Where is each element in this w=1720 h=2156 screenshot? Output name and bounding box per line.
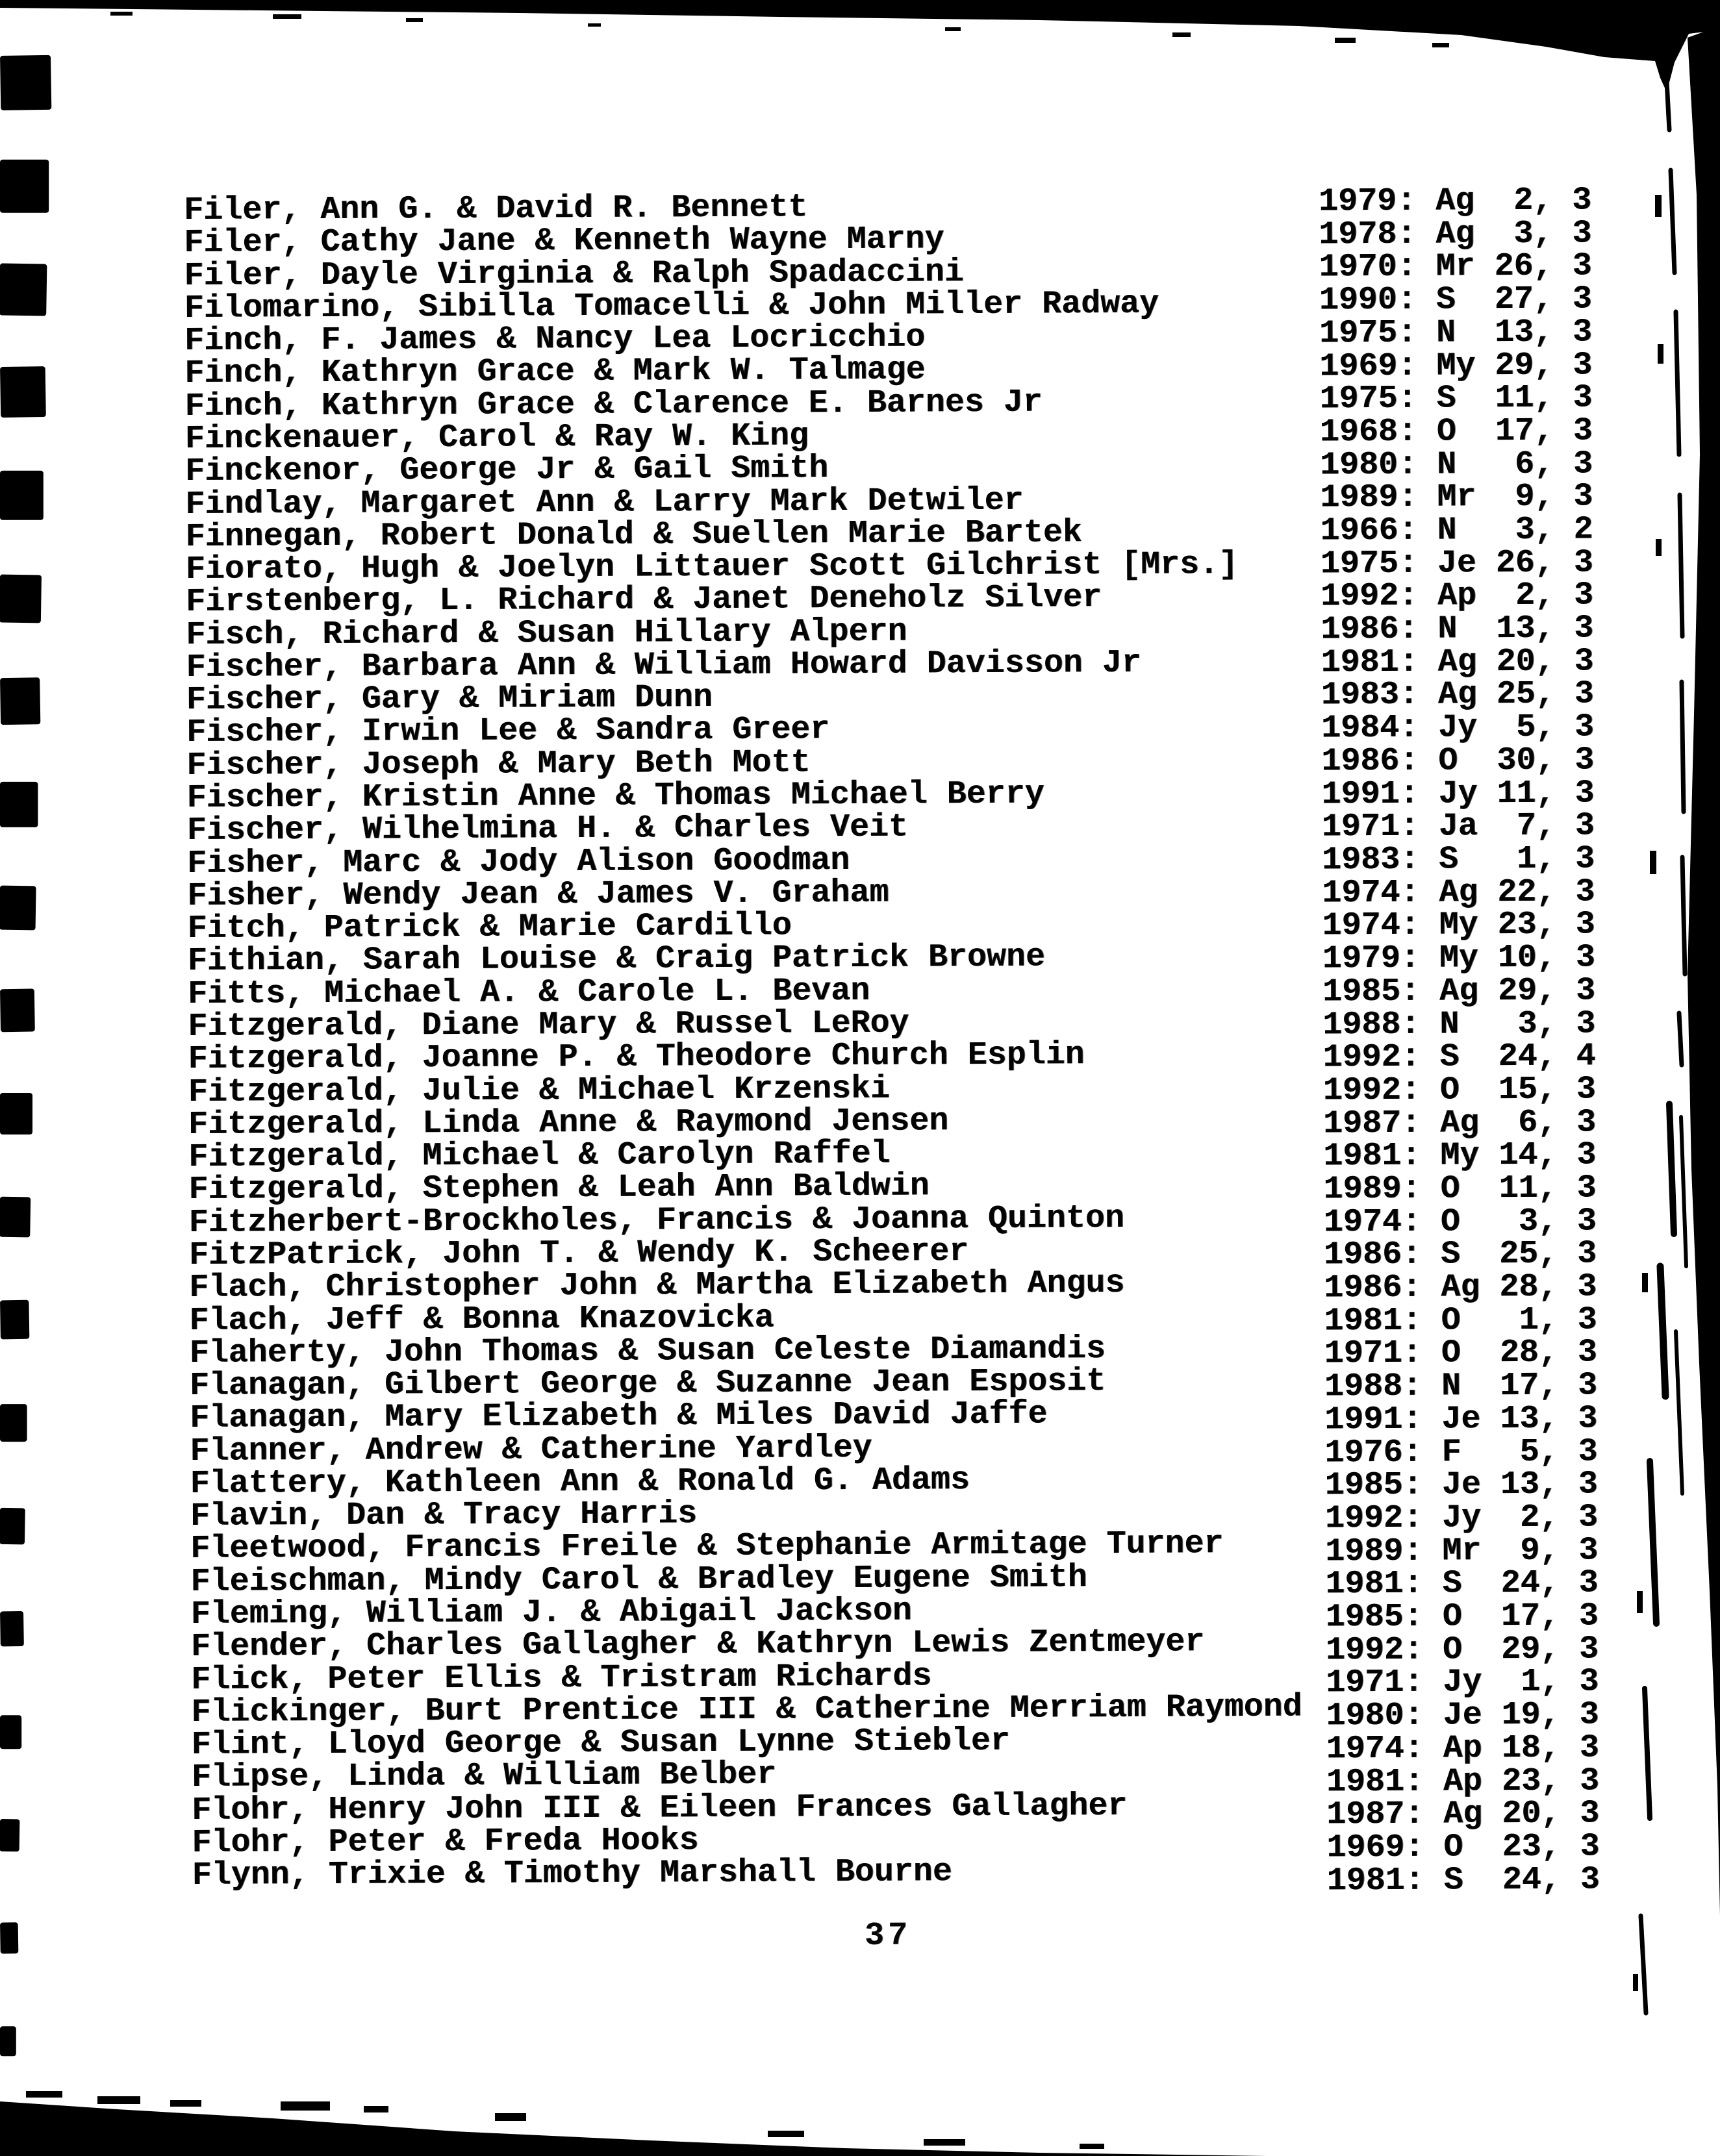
record-date: 1992: O 15, 3 <box>1322 1071 1596 1110</box>
record-rows <box>183 182 1691 1900</box>
record-name: Fischer, Kristin Anne & Thomas Michael Berry <box>186 775 1044 818</box>
record-date: 1989: Mr 9, 3 <box>1320 478 1593 517</box>
record-date: 1984: Jy 5, 3 <box>1321 708 1595 747</box>
record-date: 1989: Mr 9, 3 <box>1325 1532 1599 1571</box>
record-name: Fisher, Wendy Jean & James V. Graham <box>187 874 889 915</box>
binding-hole <box>0 575 42 623</box>
binding-hole <box>0 471 44 520</box>
record-date: 1971: Jy 1, 3 <box>1326 1663 1599 1702</box>
record-name: Fischer, Joseph & Mary Beth Mott <box>186 744 811 784</box>
record-date: 1969: O 23, 3 <box>1326 1828 1600 1867</box>
record-name: Fitzherbert-Brockholes, Francis & Joanna Quinton <box>188 1199 1125 1242</box>
record-name: Finch, Kathryn Grace & Clarence E. Barnes Jr <box>184 384 1043 425</box>
record-date: 1987: Ag 6, 3 <box>1322 1103 1597 1143</box>
record-name: Flender, Charles Gallagher & Kathryn Lewis Zentmeyer <box>190 1623 1205 1666</box>
record-date: 1980: Je 19, 3 <box>1326 1696 1599 1735</box>
record-name: Flint, Lloyd George & Susan Lynne Stiebler <box>191 1722 1011 1764</box>
record-name: Fischer, Wilhelmina H. & Charles Veit <box>186 808 909 850</box>
record-date: 1991: Je 13, 3 <box>1324 1400 1598 1439</box>
record-name: Fitzgerald, Stephen & Leah Ann Baldwin <box>188 1168 930 1209</box>
record-name: Flipse, Linda & William Belber <box>191 1757 777 1797</box>
record-date: 1986: Ag 28, 3 <box>1324 1268 1597 1307</box>
binding-hole <box>0 1922 18 1953</box>
record-name: Filer, Ann G. & David R. Bennett <box>183 189 808 229</box>
record-name: Flanagan, Gilbert George & Suzanne Jean Esposit <box>189 1363 1106 1405</box>
record-date: 1975: N 13, 3 <box>1319 314 1593 353</box>
record-date: 1986: N 13, 3 <box>1321 610 1594 649</box>
record-name: Fischer, Irwin Lee & Sandra Greer <box>186 711 830 752</box>
record-date: 1970: Mr 26, 3 <box>1319 247 1592 286</box>
record-date: 1976: F 5, 3 <box>1324 1433 1598 1472</box>
record-date: 1981: S 24, 3 <box>1325 1564 1599 1603</box>
bottom-edge-scan-artifact <box>0 2101 1267 2156</box>
record-name: Flick, Peter Ellis & Tristram Richards <box>191 1657 932 1699</box>
record-date: 1968: O 17, 3 <box>1319 412 1593 451</box>
record-name: Finckenor, George Jr & Gail Smith <box>184 450 829 491</box>
record-name: Fischer, Barbara Ann & William Howard Davisson Jr <box>186 644 1141 686</box>
record-name: Finnegan, Robert Donald & Suellen Marie Bartek <box>185 514 1082 556</box>
binding-hole <box>0 1611 24 1647</box>
record-name: Fithian, Sarah Louise & Craig Patrick Browne <box>187 938 1046 981</box>
record-name: Flach, Jeff & Bonna Knazovicka <box>189 1299 774 1340</box>
record-name: Flach, Christopher John & Martha Elizabeth Angus <box>189 1265 1125 1307</box>
record-date: 1985: Je 13, 3 <box>1324 1466 1598 1505</box>
record-name: Fleming, William J. & Abigail Jackson <box>190 1592 912 1634</box>
record-date: 1979: My 10, 3 <box>1322 939 1595 978</box>
record-date: 1985: Ag 29, 3 <box>1322 972 1596 1011</box>
binding-hole <box>0 1508 25 1545</box>
record-name: Filomarino, Sibilla Tomacelli & John Miller Radway <box>184 285 1159 327</box>
record-date: 1987: Ag 20, 3 <box>1326 1795 1600 1834</box>
record-date: 1974: O 3, 3 <box>1323 1203 1597 1242</box>
record-date: 1983: Ag 25, 3 <box>1321 675 1595 714</box>
record-date: 1992: Jy 2, 3 <box>1324 1499 1599 1538</box>
record-date: 1966: N 3, 2 <box>1320 511 1593 550</box>
record-date: 1971: Ja 7, 3 <box>1321 807 1595 846</box>
record-name: Flanagan, Mary Elizabeth & Miles David Jaffe <box>190 1396 1048 1438</box>
record-name: Findlay, Margaret Ann & Larry Mark Detwiler <box>185 482 1024 523</box>
bottom-edge-specks <box>26 2091 1104 2149</box>
record-name: Finch, F. James & Nancy Lea Locricchio <box>184 319 926 360</box>
record-name: Fitzgerald, Diane Mary & Russel LeRoy <box>188 1005 909 1046</box>
record-date: 1990: S 27, 3 <box>1319 281 1593 320</box>
record-name: Finckenauer, Carol & Ray W. King <box>184 418 809 458</box>
record-name: Fischer, Gary & Miriam Dunn <box>186 679 713 720</box>
record-date: 1981: S 24, 3 <box>1326 1861 1600 1900</box>
top-edge-scan-artifact <box>0 0 1720 92</box>
record-name: Fitch, Patrick & Marie Cardillo <box>187 907 792 948</box>
binding-hole <box>0 1404 27 1442</box>
binding-hole <box>0 1300 29 1340</box>
record-date: 1992: Ap 2, 3 <box>1320 577 1594 616</box>
record-name: Finch, Kathryn Grace & Mark W. Talmage <box>184 351 926 393</box>
record-name: Fitzgerald, Michael & Carolyn Raffel <box>188 1135 891 1177</box>
record-name: Flattery, Kathleen Ann & Ronald G. Adams <box>190 1462 970 1503</box>
record-name: Fitts, Michael A. & Carole L. Bevan <box>187 972 870 1013</box>
binding-hole <box>0 1093 32 1134</box>
record-name: Filer, Cathy Jane & Kenneth Wayne Marny <box>184 221 944 262</box>
record-name: Fisher, Marc & Jody Alison Goodman <box>186 842 850 883</box>
record-date: 1974: My 23, 3 <box>1322 906 1595 945</box>
record-date: 1969: My 29, 3 <box>1319 346 1593 385</box>
record-date: 1971: O 28, 3 <box>1324 1334 1597 1373</box>
binding-hole <box>0 160 49 213</box>
record-date: 1978: Ag 3, 3 <box>1319 215 1592 254</box>
record-date: 1979: Ag 2, 3 <box>1318 182 1592 221</box>
record-date: 1985: O 17, 3 <box>1325 1598 1599 1636</box>
binding-hole <box>0 988 35 1032</box>
binding-hole <box>0 366 46 418</box>
record-date: 1981: Ag 20, 3 <box>1321 643 1594 682</box>
binding-hole <box>0 55 51 110</box>
binding-hole <box>0 1819 19 1851</box>
record-date: 1975: Je 26, 3 <box>1320 544 1594 583</box>
record-date: 1980: N 6, 3 <box>1319 445 1593 484</box>
record-date: 1988: N 17, 3 <box>1324 1367 1598 1406</box>
record-name: Fisch, Richard & Susan Hillary Alpern <box>186 613 907 654</box>
binding-hole <box>0 1197 31 1238</box>
record-date: 1974: Ap 18, 3 <box>1326 1729 1599 1768</box>
record-name: Fitzgerald, Joanne P. & Theodore Church Esplin <box>188 1036 1085 1079</box>
record-row <box>192 1853 1699 1900</box>
binding-hole <box>0 782 38 827</box>
record-date: 1983: S 1, 3 <box>1321 840 1595 879</box>
record-date: 1991: Jy 11, 3 <box>1321 774 1595 814</box>
record-name: Flohr, Peter & Freda Hooks <box>192 1822 699 1862</box>
record-date: 1981: O 1, 3 <box>1324 1301 1597 1340</box>
binding-holes-group <box>0 55 51 2156</box>
record-name: Fiorato, Hugh & Joelyn Littauer Scott Gilchrist [Mrs.] <box>185 546 1239 589</box>
record-date: 1975: S 11, 3 <box>1319 379 1593 418</box>
binding-hole <box>0 263 47 316</box>
record-date: 1989: O 11, 3 <box>1323 1170 1597 1209</box>
record-name: Flynn, Trixie & Timothy Marshall Bourne <box>192 1853 952 1895</box>
record-name: FitzPatrick, John T. & Wendy K. Scheerer <box>188 1233 969 1274</box>
record-date: 1992: O 29, 3 <box>1325 1631 1599 1670</box>
record-name: Filer, Dayle Virginia & Ralph Spadaccini <box>184 253 964 295</box>
record-name: Flohr, Henry John III & Eileen Frances Gallagher <box>192 1787 1128 1829</box>
record-date: 1986: O 30, 3 <box>1321 742 1595 781</box>
record-date: 1992: S 24, 4 <box>1322 1038 1596 1077</box>
record-name: Fleischman, Mindy Carol & Bradley Eugene Smith <box>190 1559 1087 1601</box>
binding-hole <box>0 2130 14 2156</box>
page-number: 37 <box>864 1917 912 1955</box>
top-edge-specks <box>110 12 1449 47</box>
record-name: Flanner, Andrew & Catherine Yardley <box>190 1429 872 1470</box>
record-name: Fleetwood, Francis Freile & Stephanie Armitage Turner <box>190 1525 1224 1568</box>
record-name: Firstenberg, L. Richard & Janet Deneholz Silver <box>185 579 1102 621</box>
record-name: Flickinger, Burt Prentice III & Catherine Merriam Raymond <box>191 1688 1302 1731</box>
binding-hole <box>0 886 36 931</box>
binding-hole <box>0 2026 16 2056</box>
record-date: 1974: Ag 22, 3 <box>1322 873 1595 912</box>
binding-hole <box>0 1715 21 1749</box>
record-name: Flavin, Dan & Tracy Harris <box>190 1496 698 1536</box>
record-name: Flaherty, John Thomas & Susan Celeste Diamandis <box>189 1330 1106 1372</box>
index-list <box>183 182 1700 2078</box>
record-date: 1988: N 3, 3 <box>1322 1005 1596 1044</box>
record-date: 1981: Ap 23, 3 <box>1326 1762 1600 1801</box>
record-date: 1986: S 25, 3 <box>1323 1235 1597 1274</box>
binding-hole <box>0 677 40 725</box>
record-name: Fitzgerald, Julie & Michael Krzenski <box>188 1070 891 1111</box>
record-name: Fitzgerald, Linda Anne & Raymond Jensen <box>188 1103 949 1144</box>
record-date: 1981: My 14, 3 <box>1323 1136 1597 1175</box>
